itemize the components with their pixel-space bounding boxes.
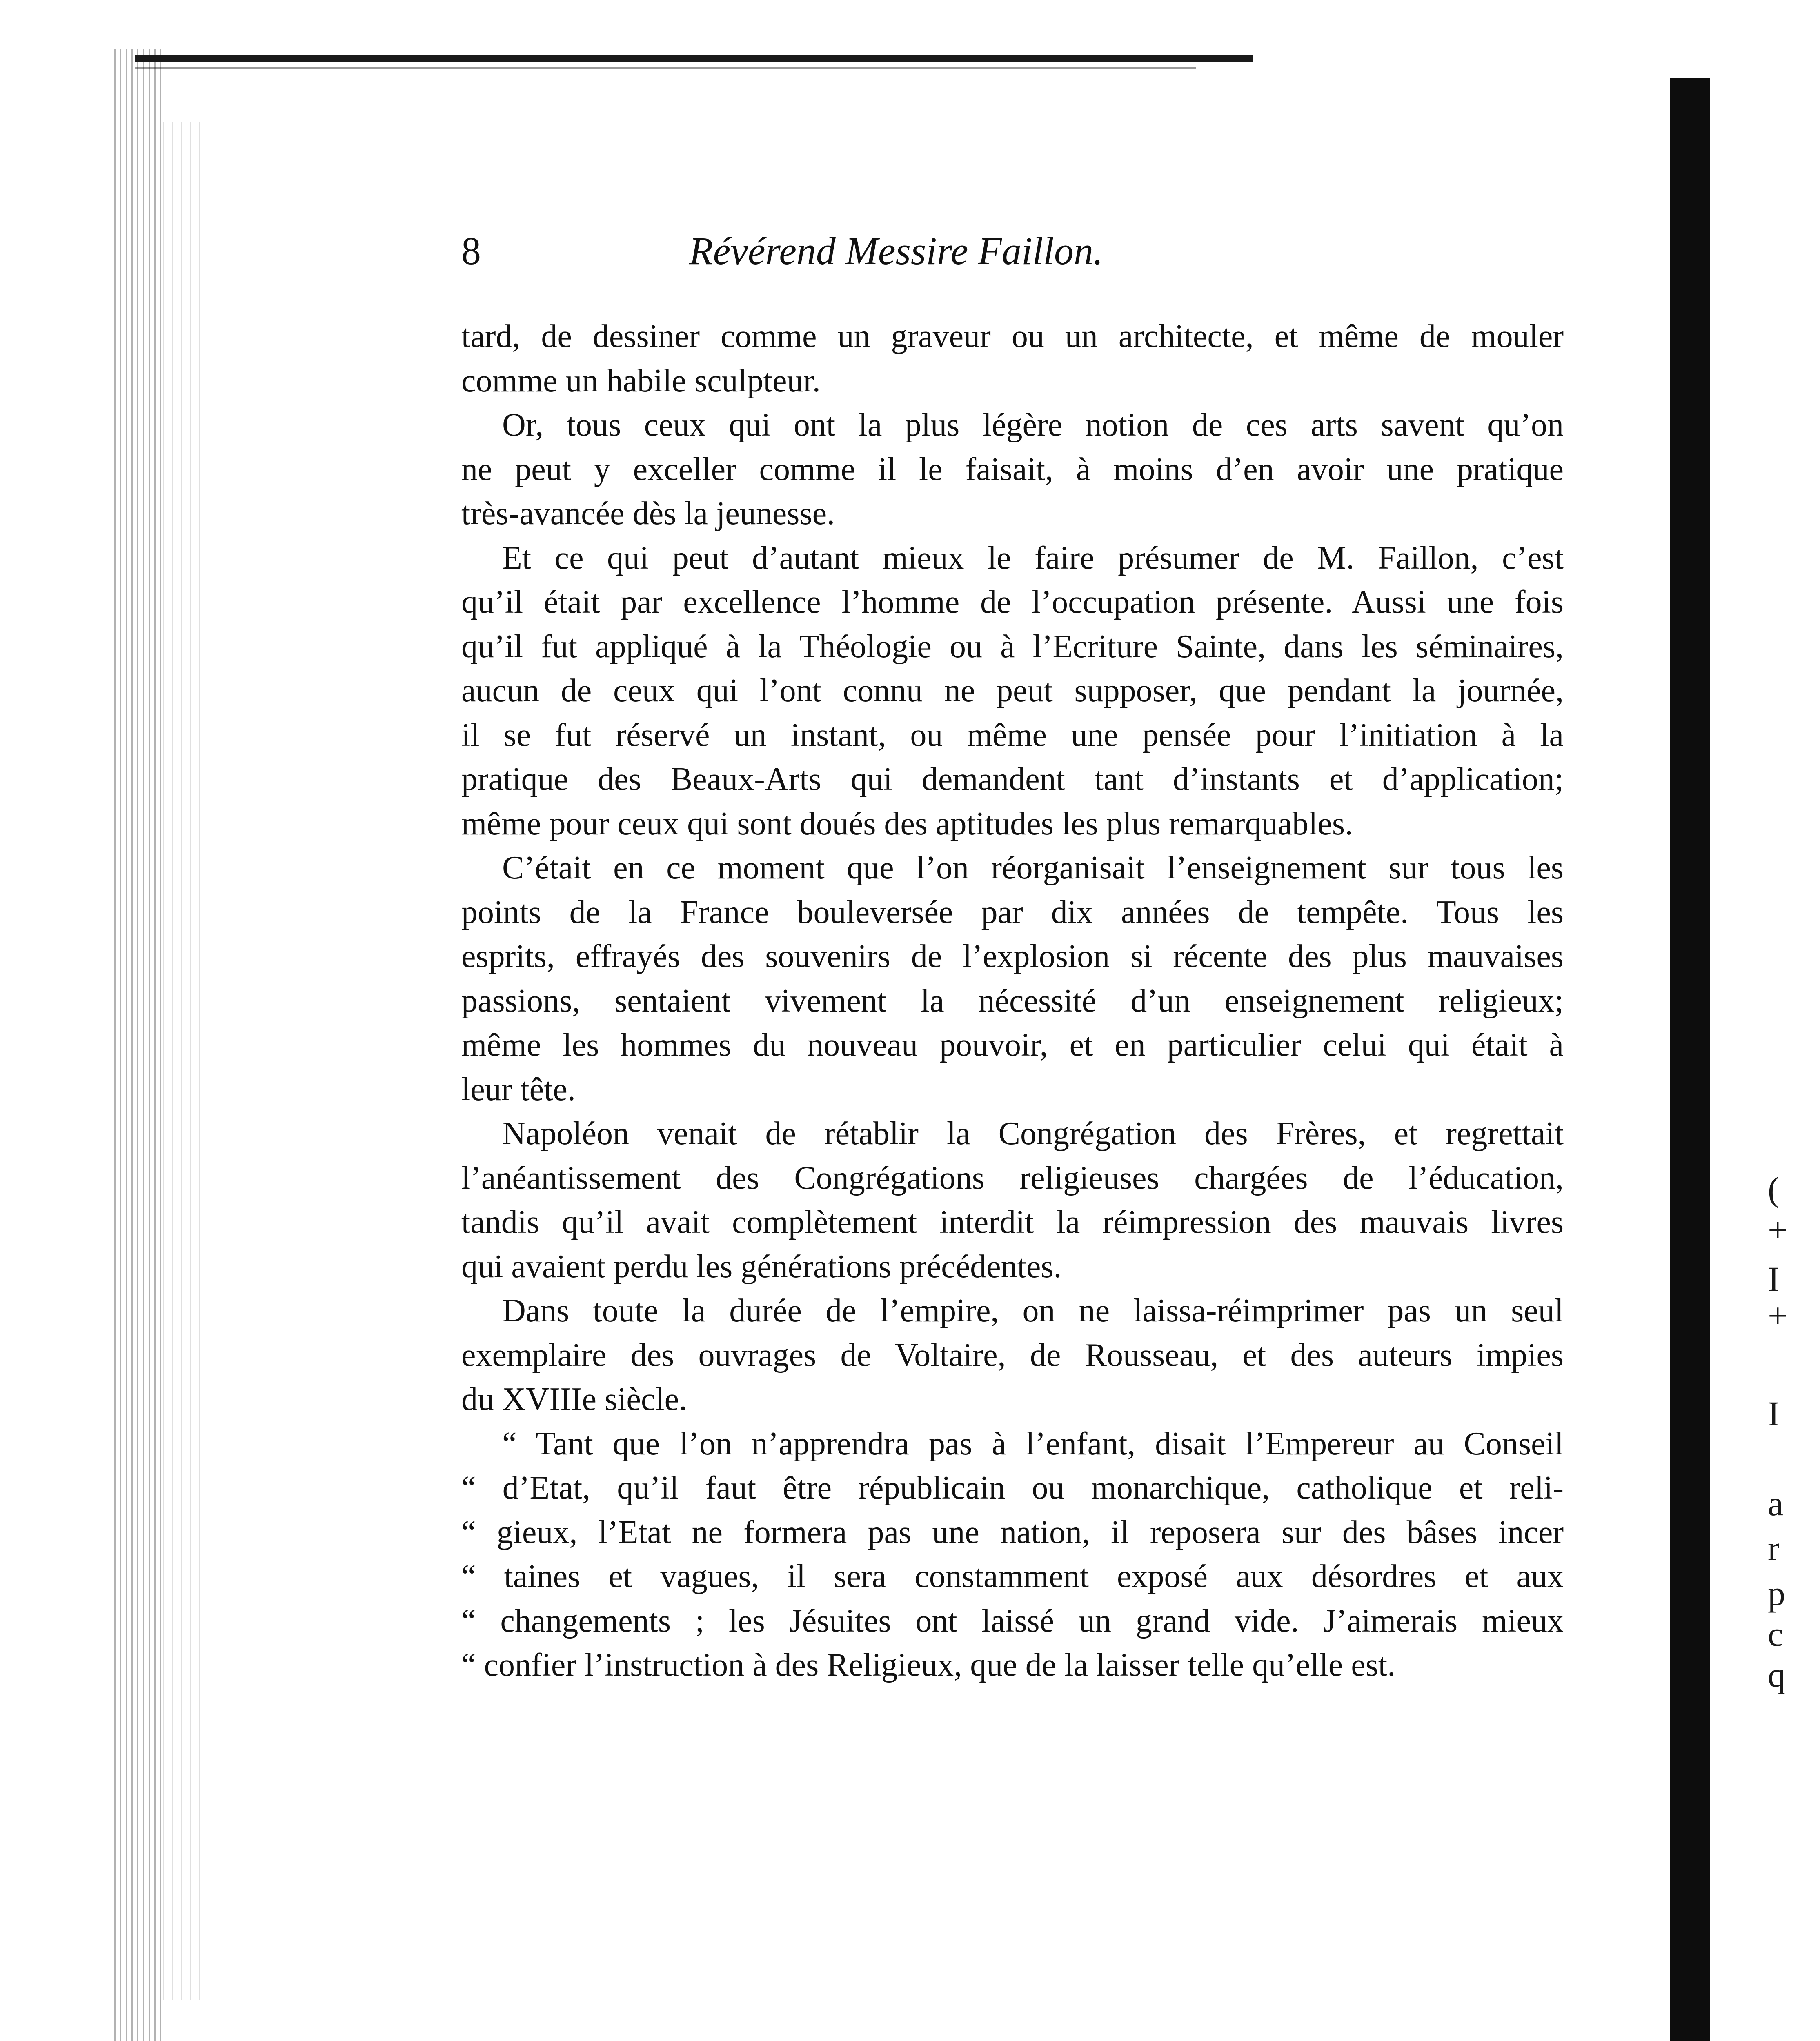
text-line: tard, de dessiner comme un graveur ou un architecte, et même de mouler [461,318,1564,354]
text-line: même les hommes du nouveau pouvoir, et en particulier celui qui était à [461,1027,1564,1063]
text-line: qu’il fut appliqué à la Théologie ou à l’Ecriture Sainte, dans les séminaires, [461,628,1564,665]
paragraph [461,314,1564,403]
bleed-through-letter: c [1768,1614,1784,1654]
running-head [461,222,1278,280]
text-line: “ gieux, l’Etat ne formera pas une nation, il reposera sur des bâses incer [461,1514,1564,1550]
bleed-through-letter: ( [1768,1169,1780,1209]
bleed-through-letter: + [1768,1296,1788,1335]
text-line: “ confier l’instruction à des Religieux, que de la laisser telle qu’elle est. [461,1647,1396,1683]
bleed-through-letter: p [1768,1574,1785,1613]
body-text [461,314,1564,1687]
text-line: leur tête. [461,1071,576,1107]
bleed-through-letter: q [1768,1655,1785,1694]
bleed-through-letter: + [1768,1210,1788,1250]
text-line: Or, tous ceux qui ont la plus légère notion de ces arts savent qu’on [502,407,1564,443]
bleed-through-letter: I [1768,1394,1780,1433]
text-line: aucun de ceux qui l’ont connu ne peut supposer, que pendant la journée, [461,673,1564,709]
text-line: tandis qu’il avait complètement interdit la réimpression des mauvais livres [461,1204,1564,1240]
text-line: très-avancée dès la jeunesse. [461,496,835,531]
text-line: ne peut y exceller comme il le faisait, à moins d’en avoir une pratique [461,451,1564,487]
text-line: comme un habile sculpteur. [461,362,821,399]
running-title: Révérend Messire Faillon. [689,229,1103,273]
page-number: 8 [461,229,481,273]
text-line: qui avaient perdu les générations précédentes. [461,1248,1062,1285]
text-line: passions, sentaient vivement la nécessité d’un enseignement religieux; [461,983,1564,1019]
bleed-through-letter: I [1768,1259,1780,1298]
paragraph [461,403,1564,536]
bleed-through-letter: r [1768,1529,1780,1568]
scan-left-edge-artifact [114,49,163,2041]
scan-top-edge-line [135,67,1196,69]
text-line: Dans toute la durée de l’empire, on ne laissa-réimprimer pas un seul [502,1293,1564,1329]
bleed-through-letter: a [1768,1484,1784,1523]
text-line: Napoléon venait de rétablir la Congrégation des Frères, et regrettait [502,1116,1564,1152]
text-line: exemplaire des ouvrages de Voltaire, de Rousseau, et des auteurs impies [461,1337,1564,1373]
text-line: il se fut réservé un instant, ou même une pensée pour l’initiation à la [461,717,1564,753]
text-line: qu’il était par excellence l’homme de l’occupation présente. Aussi une fois [461,584,1564,620]
text-line: Et ce qui peut d’autant mieux le faire présumer de M. Faillon, c’est [502,540,1564,576]
paragraph [461,536,1564,846]
paragraph [461,1112,1564,1289]
text-line: pratique des Beaux-Arts qui demandent tant d’instants et d’application; [461,761,1564,797]
scan-top-edge-bar [135,55,1253,62]
text-line: “ taines et vagues, il sera constamment exposé aux désordres et aux [461,1559,1564,1594]
text-line: du XVIIIe siècle. [461,1381,688,1417]
text-line: esprits, effrayés des souvenirs de l’explosion si récente des plus mauvaises [461,938,1564,974]
text-line: “ changements ; les Jésuites ont laissé un grand vide. J’aimerais mieux [461,1603,1564,1639]
text-line: C’était en ce moment que l’on réorganisait l’enseignement sur tous les [502,850,1564,886]
text-line: “ d’Etat, qu’il faut être républicain ou monarchique, catholique et reli- [461,1470,1564,1506]
text-line: “ Tant que l’on n’apprendra pas à l’enfant, disait l’Empereur au Conseil [502,1425,1564,1462]
text-line: l’anéantissement des Congrégations religieuses chargées de l’éducation, [461,1160,1564,1196]
paragraph [461,846,1564,1112]
scan-right-edge-bar [1670,78,1710,2041]
paragraph [461,1289,1564,1422]
text-line: points de la France bouleversée par dix années de tempête. Tous les [461,894,1564,930]
paragraph [461,1422,1564,1687]
text-line: même pour ceux qui sont doués des aptitudes les plus remarquables. [461,805,1353,842]
scan-left-edge-shadow [163,122,200,2000]
